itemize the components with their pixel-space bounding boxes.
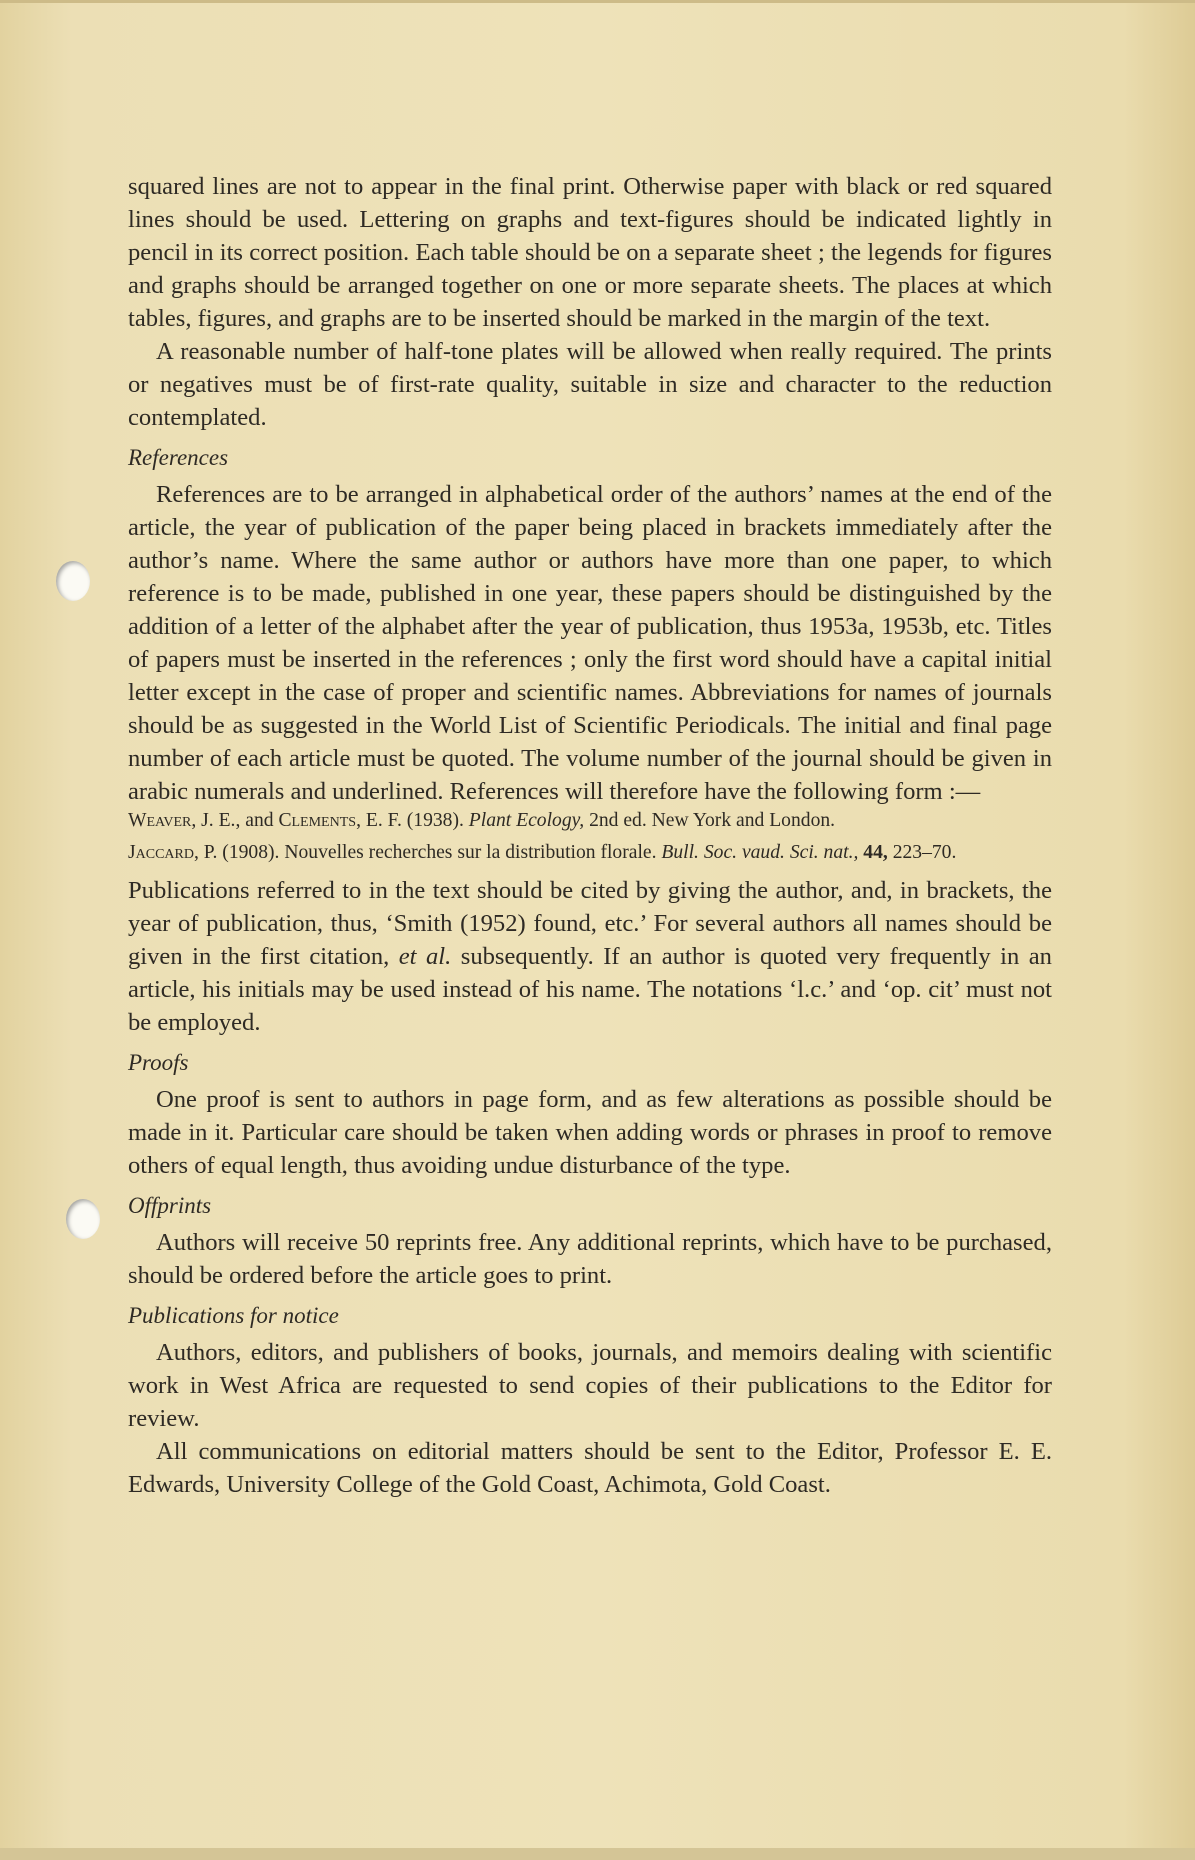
paper-edge-top bbox=[0, 0, 1195, 3]
citation-paragraph: Publications referred to in the text should be cited by giving the author, and, in brackets, the year of publication, thus, ‘Smith (1952) found, etc.’ For several authors all names should be given in the first citation, et al. subsequently. If an author is quoted very frequently in an article, his initials may be used instead of his name. The notations ‘l.c.’ and ‘op. cit’ must not be employed. bbox=[128, 877, 1052, 1036]
ref-journal: Bull. Soc. vaud. Sci. nat., bbox=[661, 842, 859, 863]
offprints-heading: Offprints bbox=[128, 1193, 212, 1218]
references-heading: References bbox=[128, 445, 229, 470]
paper-edge-bottom bbox=[0, 1848, 1195, 1860]
body-paragraph-2: A reasonable number of half-tone plates will be allowed when really required. The prints or negatives must be of first-rate quality, suitable in size and character to the reduction contemplated. bbox=[128, 338, 1052, 431]
ref-author: Weaver bbox=[128, 810, 192, 831]
reference-entry-weaver: Weaver, J. E., and Clements, E. F. (1938). Plant Ecology, 2nd ed. New York and London. bbox=[128, 810, 836, 831]
publications-heading: Publications for notice bbox=[128, 1303, 339, 1328]
ref-author: Clements bbox=[278, 810, 357, 831]
references-paragraph: References are to be arranged in alphabetical order of the authors’ names at the end of the article, the year of publication of the paper being placed in brackets immediately after the author’s name. Where the same author or authors have more than one paper, to which reference is to be made, published in one year, these papers should be distinguished by the addition of a letter of the alphabet after the year of publication, thus 1953a, 1953b, etc. Titles of papers must be inserted in the references ; only the first word should have a capital initial letter except in the case of proper and scientific names. Abbreviations for names of journals should be as suggested in the World List of Scientific Periodicals. The initial and final page number of each article must be quoted. The volume number of the journal should be given in arabic numerals and underlined. References will therefore have the following form :— bbox=[128, 481, 1052, 805]
punch-hole-upper bbox=[56, 561, 90, 601]
main-text bbox=[128, 170, 1052, 1501]
proofs-heading: Proofs bbox=[128, 1050, 189, 1075]
body-paragraph-1: squared lines are not to appear in the final print. Otherwise paper with black or red squared lines should be used. Lettering on graphs and text-figures should be indicated lightly in pencil in its correct position. Each table should be on a separate sheet ; the legends for figures and graphs should be arranged together on one or more separate sheets. The places at which tables, figures, and graphs are to be inserted should be marked in the margin of the text. bbox=[128, 173, 1052, 332]
publications-paragraph-1: Authors, editors, and publishers of books, journals, and memoirs dealing with scientific work in West Africa are requested to send copies of their publications to the Editor for review. bbox=[128, 1339, 1052, 1432]
reference-entry-jaccard: Jaccard, P. (1908). Nouvelles recherches sur la distribution florale. Bull. Soc. vaud. Sci. nat., 44, 223–70. bbox=[128, 842, 957, 863]
offprints-paragraph: Authors will receive 50 reprints free. Any additional reprints, which have to be purchased, should be ordered before the article goes to print. bbox=[128, 1229, 1052, 1289]
punch-hole-lower bbox=[66, 1199, 100, 1239]
ref-author: Jaccard bbox=[128, 842, 194, 863]
ref-title: Plant Ecology, bbox=[468, 810, 585, 831]
publications-paragraph-2: All communications on editorial matters should be sent to the Editor, Professor E. E. Edwards, University College of the Gold Coast, Achimota, Gold Coast. bbox=[128, 1438, 1052, 1498]
ref-volume: 44, bbox=[858, 842, 888, 863]
proofs-paragraph: One proof is sent to authors in page form, and as few alterations as possible should be made in it. Particular care should be taken when adding words or phrases in proof to remove others of equal length, thus avoiding undue disturbance of the type. bbox=[128, 1086, 1052, 1179]
